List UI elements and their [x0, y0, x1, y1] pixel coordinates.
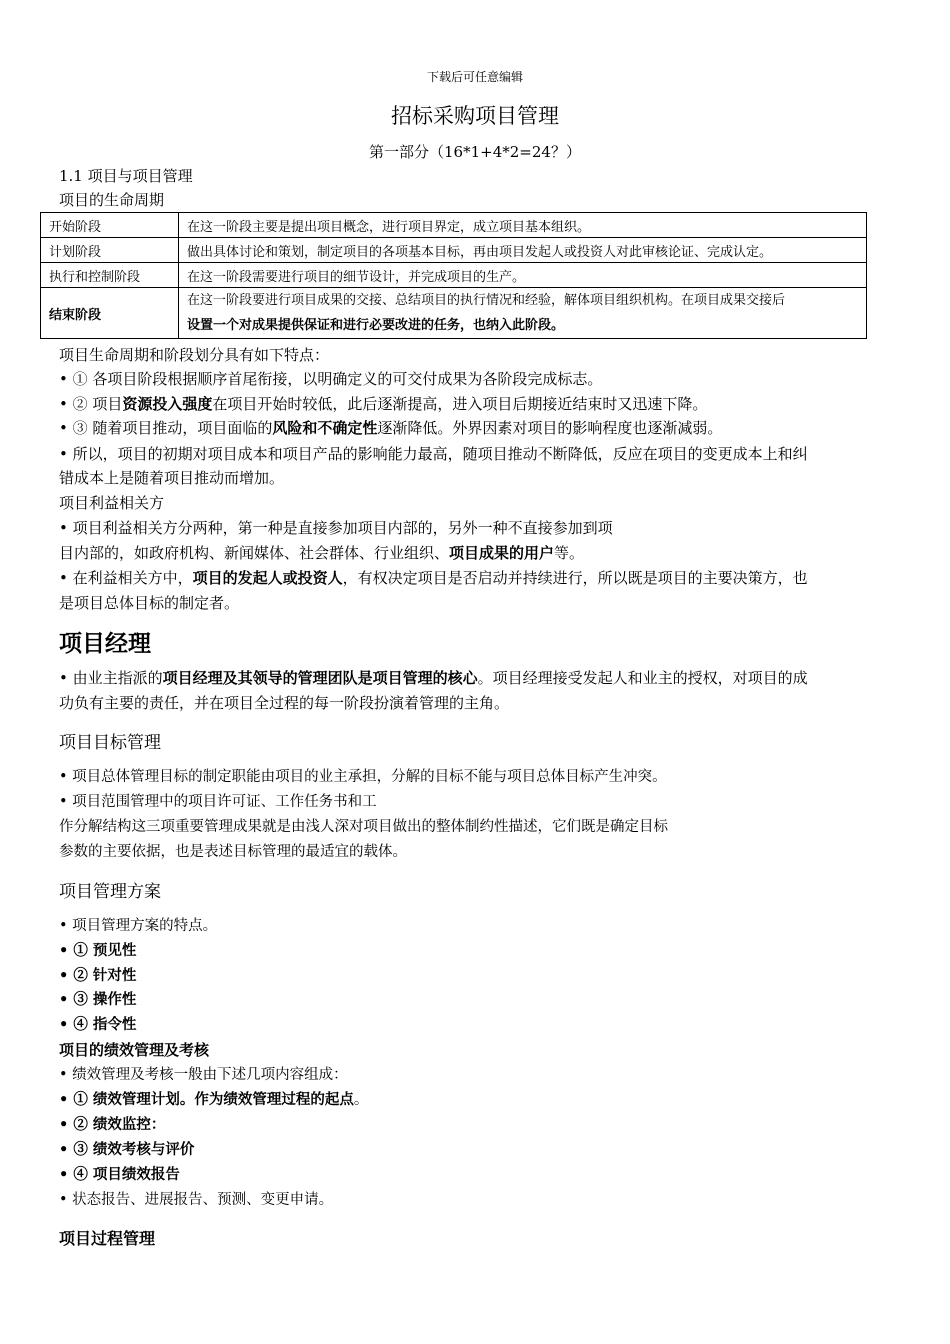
perf-item-3: • ③ 绩效考核与评价 — [59, 1141, 195, 1158]
perf-item-2: • ② 绩效监控： — [59, 1116, 166, 1133]
plan-intro: • 项目管理方案的特点。 — [59, 918, 218, 934]
perf-heading: 项目的绩效管理及考核 — [59, 1041, 210, 1059]
table-row — [41, 213, 867, 238]
bold-text: 设置一个对成果提供保证和进行必要改进的任务，也纳入此阶段。 — [187, 318, 565, 333]
perf-item-1 — [59, 1088, 368, 1112]
table-row — [41, 238, 867, 263]
phase-cell: 结束阶段 — [41, 288, 179, 339]
phase-cell: 开始阶段 — [41, 213, 179, 238]
text-run: ，有权决定项目是否启动并持续进行，所以既是项目的主要决策方，也 — [342, 569, 808, 587]
plan-item: • ③ 操作性 — [59, 991, 137, 1008]
lifecycle-table — [40, 212, 867, 339]
perf-intro: • 绩效管理及考核一般由下述几项内容组成： — [59, 1067, 348, 1083]
desc-cell: 做出具体讨论和策划，制定项目的各项基本目标，再由项目发起人或投资人对此审核论证、完成认定。 — [179, 238, 867, 263]
plan-heading: 项目管理方案 — [59, 882, 161, 902]
bold-text: 项目成果的用户 — [449, 544, 555, 562]
text-run: 。项目经理接受发起人和业主的授权，对项目的成 — [477, 669, 808, 687]
header-note: 下载后可任意编辑 — [426, 70, 523, 84]
document-subtitle: 第一部分（16*1+4*2=24？） — [369, 143, 581, 161]
plan-item: • ① 预见性 — [59, 942, 137, 959]
text-run: 在项目开始时较低，此后逐渐提高，进入项目后期接近结束时又迅速下降。 — [212, 395, 708, 413]
stakeholder-item-2-line1 — [59, 566, 808, 590]
text-run: • ② 项目 — [59, 395, 123, 413]
pm-paragraph-line1 — [59, 666, 808, 690]
phase-cell: 执行和控制阶段 — [41, 263, 179, 288]
perf-item-4: • ④ 项目绩效报告 — [59, 1166, 180, 1183]
bold-text: 项目的发起人或投资人 — [192, 569, 343, 587]
lifecycle-heading: 项目的生命周期 — [59, 191, 165, 209]
text-run: • 在利益相关方中， — [59, 569, 193, 587]
text-run: 等。 — [554, 544, 585, 562]
section-heading-1-1: 1.1 项目与项目管理 — [59, 167, 193, 185]
text-run: • 由业主指派的 — [59, 669, 163, 687]
text-run: 逐渐降低。外界因素对项目的影响程度也逐渐减弱。 — [377, 419, 723, 437]
feature-item-1: • ① 各项目阶段根据顺序首尾衔接，以明确定义的可交付成果为各阶段完成标志。 — [59, 370, 603, 388]
goal-item-2-line2: 作分解结构这三项重要管理成果就是由浅人深对项目做出的整体制约性描述，它们既是确定目标 — [59, 819, 668, 835]
features-intro: 项目生命周期和阶段划分具有如下特点： — [59, 346, 330, 364]
stakeholder-item-2-line2: 是项目总体目标的制定者。 — [59, 594, 240, 612]
desc-line — [187, 313, 858, 338]
desc-cell: 在这一阶段需要进行项目的细节设计，并完成项目的生产。 — [179, 263, 867, 288]
process-heading: 项目过程管理 — [59, 1229, 156, 1248]
text-run: 。 — [353, 1092, 369, 1108]
stakeholder-heading: 项目利益相关方 — [59, 494, 165, 512]
phase-cell: 计划阶段 — [41, 238, 179, 263]
pm-paragraph-line2: 功负有主要的责任，并在项目全过程的每一阶段扮演着管理的主角。 — [59, 694, 510, 712]
feature-item-3 — [59, 416, 722, 440]
table-row — [41, 263, 867, 288]
bold-text: 风险和不确定性 — [272, 419, 378, 437]
table-row — [41, 288, 867, 339]
bold-text: • ① 绩效管理计划。作为绩效管理过程的起点 — [59, 1091, 354, 1108]
plan-item: • ② 针对性 — [59, 967, 137, 984]
plan-item: • ④ 指令性 — [59, 1016, 137, 1033]
bold-text: 项目经理及其领导的管理团队是项目管理的核心 — [162, 669, 478, 687]
stakeholder-item-1-line1: • 项目利益相关方分两种，第一种是直接参加项目内部的，另外一种不直接参加到项 — [59, 519, 613, 537]
pm-heading: 项目经理 — [59, 630, 151, 657]
desc-cell: 在这一阶段主要是提出项目概念，进行项目界定，成立项目基本组织。 — [179, 213, 867, 238]
goal-item-1: • 项目总体管理目标的制定职能由项目的业主承担，分解的目标不能与项目总体目标产生冲突。 — [59, 769, 667, 785]
bold-text: 资源投入强度 — [122, 395, 213, 413]
perf-reports: • 状态报告、进展报告、预测、变更申请。 — [59, 1192, 334, 1208]
feature-item-4-line1: • 所以，项目的初期对项目成本和项目产品的影响能力最高，随项目推动不断降低，反应在项目的变更成本上和纠 — [59, 445, 808, 463]
goal-item-2-line3: 参数的主要依据，也是表述目标管理的最适宜的载体。 — [59, 844, 407, 860]
goal-heading: 项目目标管理 — [59, 733, 161, 753]
document-title: 招标采购项目管理 — [391, 104, 559, 128]
goal-item-2-line1: • 项目范围管理中的项目许可证、工作任务书和工 — [59, 794, 377, 810]
desc-cell — [179, 288, 867, 339]
feature-item-2 — [59, 392, 707, 416]
desc-line: 在这一阶段要进行项目成果的交接、总结项目的执行情况和经验，解体项目组织机构。在项目成果交接后 — [187, 293, 786, 308]
text-run: 目内部的，如政府机构、新闻媒体、社会群体、行业组织、 — [59, 544, 450, 562]
stakeholder-item-1-line2 — [59, 541, 584, 565]
feature-item-4-line2: 错成本上是随着项目推动而增加。 — [59, 469, 285, 487]
text-run: • ③ 随着项目推动，项目面临的 — [59, 419, 273, 437]
